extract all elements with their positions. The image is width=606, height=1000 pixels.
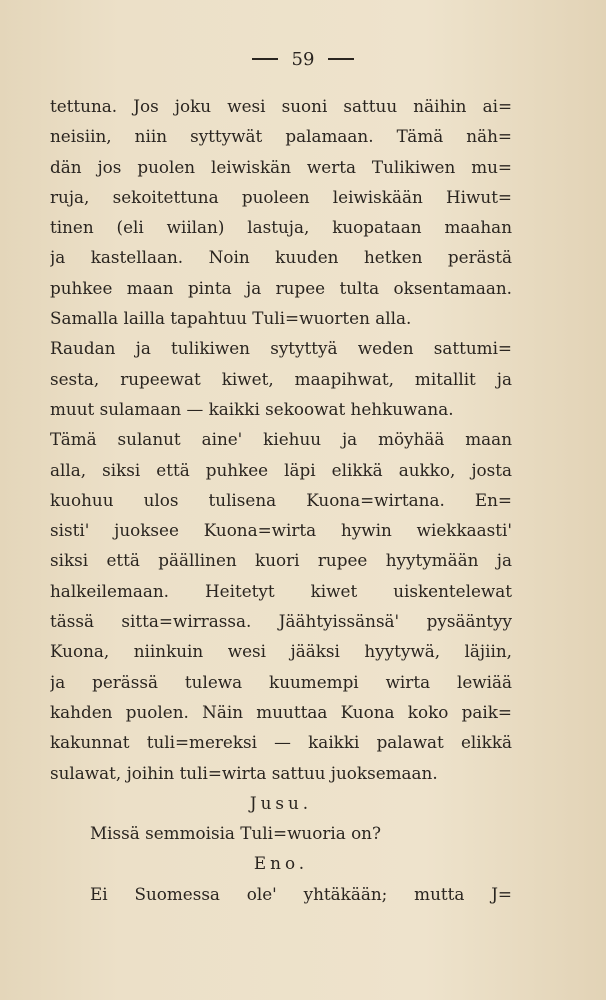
dialogue-question: Missä semmoisia Tuli=wuoria on?	[90, 823, 381, 844]
text-line: siksi että päällinen kuori rupee hyytymään ja	[50, 550, 512, 571]
text-line: Samalla lailla tapahtuu Tuli=wuorten alla.	[50, 308, 412, 329]
text-line: halkeilemaan. Heitetyt kiwet uiskentelewat	[50, 580, 512, 601]
text-line: tinen (eli wiilan) lastuja, kuopataan maahan	[50, 217, 512, 238]
text-line: neisiin, niin syttywät palamaan. Tämä näh=	[50, 126, 512, 147]
page-header	[0, 44, 606, 74]
text-line: Kuona, niinkuin wesi jääksi hyytywä, läjiin,	[50, 641, 512, 662]
header-dash-left	[252, 58, 278, 60]
text-line: kakunnat tuli=mereksi — kaikki palawat elikkä	[50, 732, 512, 753]
page-number: 59	[291, 48, 315, 70]
text-line: Tämä sulanut aine' kiehuu ja möyhää maan	[50, 429, 512, 450]
text-line: Raudan ja tulikiwen sytyttyä weden sattumi=	[50, 338, 512, 359]
text-line: tässä sitta=wirrassa. Jäähtyissänsä' pysääntyy	[50, 611, 512, 632]
text-line: muut sulamaan — kaikki sekoowat hehkuwana.	[50, 398, 454, 419]
header-dash-right	[328, 58, 354, 60]
text-line: sulawat, joihin tuli=wirta sattuu juoksemaan.	[50, 762, 438, 783]
speaker-heading: Jusu.	[249, 792, 313, 813]
text-line: ruja, sekoitettuna puoleen leiwiskään Hiwut=	[50, 186, 512, 207]
text-line: sesta, rupeewat kiwet, maapihwat, mitallit ja	[50, 368, 512, 389]
speaker-heading: Eno.	[253, 853, 309, 874]
text-line: alla, siksi että puhkee läpi elikkä aukko, josta	[50, 459, 512, 480]
text-line: ja kastellaan. Noin kuuden hetken perästä	[50, 247, 512, 268]
text-line: kuohuu ulos tulisena Kuona=wirtana. En=	[50, 489, 512, 510]
text-line: tettuna. Jos joku wesi suoni sattuu näihin ai=	[50, 96, 512, 116]
text-line: dän jos puolen leiwiskän werta Tulikiwen mu=	[50, 156, 512, 177]
text-line: puhkee maan pinta ja rupee tulta oksentamaan.	[50, 277, 512, 298]
text-line: sisti' juoksee Kuona=wirta hywin wiekkaasti'	[50, 520, 512, 541]
body-text	[50, 91, 512, 909]
text-line: ja perässä tulewa kuumempi wirta lewiää	[50, 671, 512, 692]
dialogue-answer: Ei Suomessa ole' yhtäkään; mutta J=	[90, 883, 512, 904]
text-line: kahden puolen. Näin muuttaa Kuona koko paik=	[50, 701, 512, 722]
